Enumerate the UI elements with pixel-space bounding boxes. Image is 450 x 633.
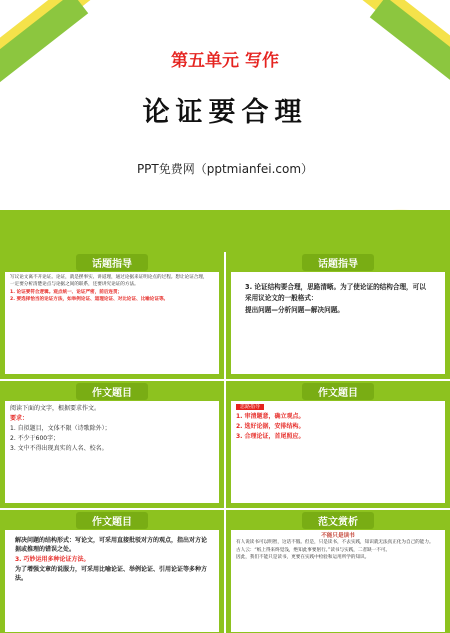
essay-title: 不能只是读书 xyxy=(321,533,355,539)
slide-header: 话题指导 xyxy=(226,254,450,270)
guide-step: 3. 合理论证，首尾照应。 xyxy=(236,433,305,441)
essay-text: 古人云：“纸上得来终觉浅，绝知此事要躬行。”读书与实践，二者缺一不可。 xyxy=(236,547,391,553)
key-point: 2. 要选择恰当的论证方法，如举例论证、道理论证、对比论证、比喻论证等。 xyxy=(10,297,169,303)
slide-thumbnail-4[interactable] xyxy=(226,381,450,508)
unit-title: 第五单元 写作 xyxy=(171,51,279,71)
essay-text: 有人说读书可以明智，这话不假。但是，只是读书，不去实践，知识就无法真正化为自己的能力。 xyxy=(236,540,434,546)
guide-step: 1. 审清题意，确立观点。 xyxy=(236,413,305,421)
slide-body xyxy=(5,272,219,374)
slide-body xyxy=(5,401,219,503)
body-text: 写议论文离不开论证。论证，就是摆事实、讲道理，通过论据来证明论点的过程。想让论证合理， xyxy=(10,275,208,280)
title-slide[interactable] xyxy=(0,0,450,252)
slide-thumbnail-grid xyxy=(0,252,450,633)
slide-header: 范文赏析 xyxy=(226,512,450,528)
guide-step: 2. 选好论据，安排结构。 xyxy=(236,423,305,431)
slide-body xyxy=(5,530,219,632)
body-text: 一定要分析清楚论点与论据之间的联系，还要讲究论证的方法。 xyxy=(10,282,139,288)
site-credit: PPT免费网（pptmianfei.com） xyxy=(136,162,314,176)
slide-thumbnail-3[interactable] xyxy=(0,381,224,508)
body-text: 为了增强文章的说服力，可采用比喻论证、举例论证、引用论证等多种方法。 xyxy=(15,566,208,582)
main-title: 论证要合理 xyxy=(142,97,308,128)
body-text: 解决问题的结构形式：写论文，可采用直接批驳对方的观点，指出对方论据或推理的错误之处。 xyxy=(15,537,208,553)
key-point: 提出问题—分析问题—解决问题。 xyxy=(245,306,344,314)
slide-thumbnail-6[interactable] xyxy=(226,510,450,633)
green-band xyxy=(0,210,450,252)
body-text: 阅读下面的文字，根据要求作文。 xyxy=(10,405,101,412)
slide-body xyxy=(231,530,445,632)
slide-body xyxy=(231,272,445,374)
requirement-item: 2. 不少于600字； xyxy=(10,435,60,442)
key-point: 1. 论证要符合逻辑。观点统一、论证严密，前后连贯； xyxy=(10,289,123,295)
key-point: 3. 巧妙运用多种论证方法。 xyxy=(15,556,90,563)
slide-thumbnail-5[interactable] xyxy=(0,510,224,633)
essay-text: 因此，我们不能只是读书，更要在实践中检验和运用所学的知识。 xyxy=(236,555,370,561)
slide-header: 话题指导 xyxy=(0,254,224,270)
slide-header: 作文题目 xyxy=(226,383,450,399)
key-point: 3. 论证结构要合理，思路清晰。为了使论证的结构合理，可以采用议论文的一般格式： xyxy=(245,283,426,302)
requirement-item: 3. 文中不得出现真实的人名、校名。 xyxy=(10,445,108,452)
slide-header: 作文题目 xyxy=(0,383,224,399)
requirement-label: 要求： xyxy=(10,415,29,422)
slide-thumbnail-1[interactable] xyxy=(0,252,224,379)
slide-thumbnail-2[interactable] xyxy=(226,252,450,379)
slide-body xyxy=(231,401,445,503)
guide-badge: 思路指导 xyxy=(236,404,264,410)
slide-header: 作文题目 xyxy=(0,512,224,528)
requirement-item: 1. 自拟题目，文体不限（诗歌除外）； xyxy=(10,425,111,432)
